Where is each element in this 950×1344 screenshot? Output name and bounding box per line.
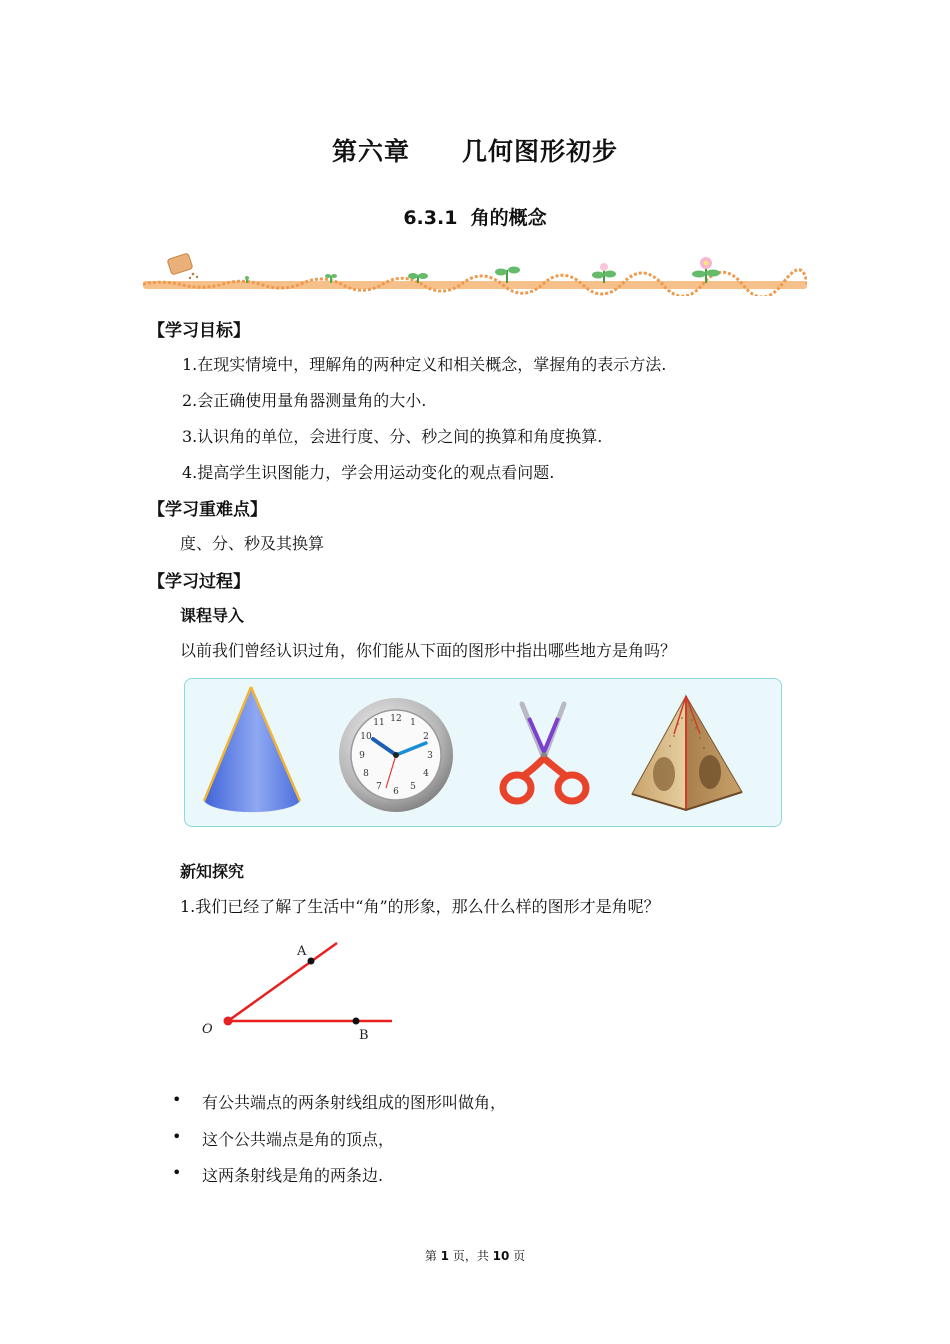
explore-question: 1.我们已经了解了生活中“角”的形象，那么什么样的图形才是角呢？: [180, 897, 660, 916]
clock-number: 4: [423, 769, 429, 779]
angle-diagram: [196, 936, 402, 1046]
clock-number: 6: [393, 787, 399, 797]
bullet-item: 这个公共端点是角的顶点，: [202, 1130, 395, 1149]
ray-oa: [228, 943, 337, 1021]
intro-question: 以前我们曾经认识过角，你们能从下面的图形中指出哪些地方是角吗？: [180, 641, 677, 660]
clock-number: 3: [427, 751, 433, 761]
point-a: [308, 958, 315, 965]
bullet-icon: •: [172, 1127, 182, 1146]
intro-heading: 课程导入: [180, 606, 245, 625]
objectives-heading: 【学习目标】: [148, 321, 250, 341]
pyramid-image: [630, 694, 746, 814]
key-points-text: 度、分、秒及其换算: [180, 534, 325, 553]
objective-item: 4.提高学生识图能力，学会用运动变化的观点看问题.: [182, 463, 555, 482]
footer-prefix: 第: [424, 1249, 441, 1263]
seed-bag-icon: [167, 253, 198, 279]
decorative-sprout-border: [143, 248, 807, 296]
chapter-title: 第六章 几何图形初步: [331, 137, 618, 166]
bullet-icon: •: [172, 1090, 182, 1109]
clock-number: 11: [373, 718, 385, 728]
clock-number: 7: [376, 782, 382, 792]
section-title: 6.3.1 角的概念: [403, 207, 547, 229]
cone-image: [200, 683, 304, 817]
page-number: 1: [440, 1249, 449, 1263]
vertex-point: [224, 1017, 233, 1026]
clock-number: 8: [363, 769, 369, 779]
objective-item: 1.在现实情境中，理解角的两种定义和相关概念，掌握角的表示方法.: [182, 355, 667, 374]
label-a: A: [297, 944, 307, 959]
explore-heading: 新知探究: [180, 862, 245, 881]
label-o: O: [202, 1022, 213, 1037]
clock-number: 10: [360, 732, 372, 742]
label-b: B: [359, 1028, 369, 1043]
scissors-image: [496, 700, 596, 810]
objective-item: 2.会正确使用量角器测量角的大小.: [182, 391, 427, 410]
sprout-icon: [495, 267, 520, 284]
page-footer: [0, 1247, 950, 1264]
bullet-item: 有公共端点的两条射线组成的图形叫做角，: [202, 1093, 507, 1112]
flower-sprout-icon: [592, 263, 616, 283]
objective-item: 3.认识角的单位，会进行度、分、秒之间的换算和角度换算.: [182, 427, 603, 446]
flower-icon: [692, 257, 720, 283]
clock-number: 2: [423, 732, 429, 742]
process-heading: 【学习过程】: [148, 572, 250, 592]
bullet-icon: •: [172, 1163, 182, 1182]
clock-number: 5: [410, 782, 416, 792]
key-points-heading: 【学习重难点】: [148, 500, 267, 520]
clock-number: 1: [410, 718, 416, 728]
bullet-item: 这两条射线是角的两条边.: [202, 1166, 384, 1185]
clock-image: [336, 696, 456, 814]
point-b: [353, 1018, 360, 1025]
footer-middle: 页，共: [449, 1249, 493, 1263]
clock-number: 9: [359, 751, 365, 761]
clock-number: 12: [390, 714, 402, 724]
footer-suffix: 页: [509, 1249, 526, 1263]
total-pages: 10: [492, 1249, 510, 1263]
